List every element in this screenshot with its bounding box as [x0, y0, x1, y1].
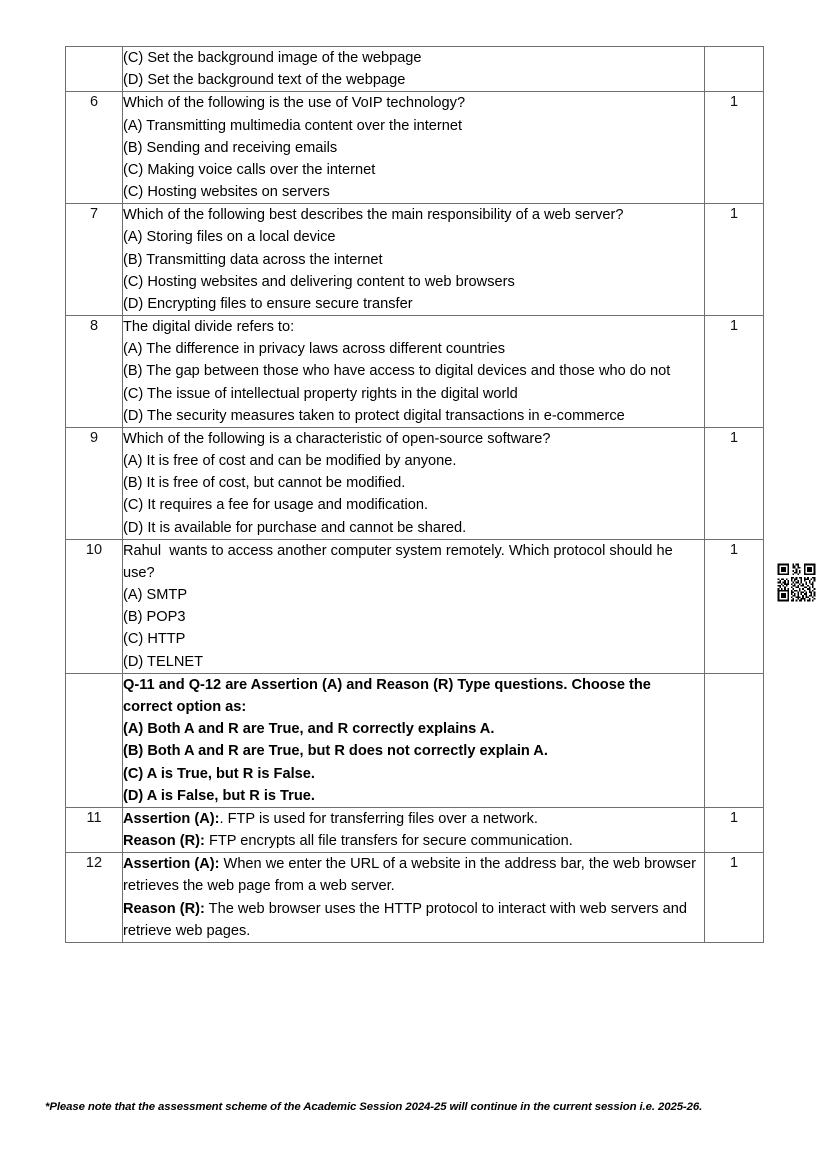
option-item: (C) A is True, but R is False. [123, 765, 315, 782]
questions-table-body [66, 47, 764, 943]
question-number: 7 [66, 204, 123, 316]
question-body [123, 427, 705, 539]
option-item: (C) HTTP [123, 631, 186, 648]
option-item: (A) Transmitting multimedia content over the internet [123, 117, 463, 134]
table-row [66, 92, 764, 204]
assessment-scheme-footnote: *Please note that the assessment scheme of the Academic Session 2024-25 will continue in the current session i.e. 2025-26. [45, 1101, 703, 1113]
question-marks: 1 [705, 316, 764, 428]
option-item: (C) It requires a fee for usage and modification. [123, 497, 429, 514]
question-stem: The digital divide refers to: [123, 319, 295, 336]
reason-label: Reason (R): [123, 833, 205, 850]
question-number: 11 [66, 807, 123, 852]
question-marks: 1 [705, 539, 764, 673]
assertion-label: Assertion (A): [123, 856, 220, 873]
question-marks [705, 673, 764, 807]
option-item: (D) Set the background text of the webpage [123, 72, 406, 89]
question-marks: 1 [705, 427, 764, 539]
questions-table [65, 46, 764, 943]
option-item: (A) The difference in privacy laws across different countries [123, 341, 506, 358]
option-item: (A) Both A and R are True, and R correctly explains A. [123, 721, 495, 738]
qr-code [776, 562, 817, 603]
option-item: (D) TELNET [123, 653, 204, 670]
question-marks: 1 [705, 807, 764, 852]
option-item: (D) A is False, but R is True. [123, 787, 315, 804]
reason-line [123, 830, 704, 852]
option-item: (A) Storing files on a local device [123, 229, 336, 246]
option-list [123, 584, 704, 673]
option-item: (B) POP3 [123, 609, 186, 626]
option-item: (C) Set the background image of the webpage [123, 50, 422, 66]
question-body [123, 47, 705, 92]
option-list [123, 115, 704, 204]
question-number: 10 [66, 539, 123, 673]
reason-text: The web browser uses the HTTP protocol to interact with web servers and retrieve web pages. [123, 900, 692, 939]
question-number [66, 47, 123, 92]
instruction-block [123, 673, 705, 807]
question-body [123, 92, 705, 204]
table-row [66, 427, 764, 539]
assertion-text: . FTP is used for transferring files over a network. [219, 810, 538, 827]
table-row [66, 673, 764, 807]
option-list [123, 47, 704, 91]
option-item: (C) Hosting websites on servers [123, 184, 330, 201]
option-item: (B) Both A and R are True, but R does not correctly explain A. [123, 743, 548, 760]
reason-text: FTP encrypts all file transfers for secure communication. [204, 833, 573, 850]
option-item: (C) Making voice calls over the internet [123, 161, 376, 178]
question-stem: Which of the following best describes the main responsibility of a web server? [123, 207, 624, 224]
question-number: 12 [66, 853, 123, 943]
table-row [66, 539, 764, 673]
option-list [123, 338, 704, 427]
question-body [123, 204, 705, 316]
option-item: (B) It is free of cost, but cannot be modified. [123, 475, 406, 492]
option-item: (A) It is free of cost and can be modified by anyone. [123, 453, 457, 470]
option-item: (A) SMTP [123, 587, 188, 604]
option-list [123, 718, 704, 807]
question-marks: 1 [705, 204, 764, 316]
option-list [123, 226, 704, 315]
qr-code-image [776, 562, 817, 603]
table-row [66, 47, 764, 92]
reason-line [123, 898, 704, 942]
question-stem: Rahul wants to access another computer system remotely. Which protocol should he use? [123, 542, 677, 581]
question-number [66, 673, 123, 807]
table-row [66, 807, 764, 852]
assertion-line [123, 853, 704, 897]
question-number: 9 [66, 427, 123, 539]
question-number: 6 [66, 92, 123, 204]
option-item: (C) The issue of intellectual property rights in the digital world [123, 385, 518, 402]
assertion-text: When we enter the URL of a website in the address bar, the web browser retrieves the web page from a web server. [123, 856, 700, 895]
option-item: (B) Transmitting data across the internet [123, 251, 383, 268]
table-row [66, 316, 764, 428]
reason-label: Reason (R): [123, 900, 205, 917]
question-number: 8 [66, 316, 123, 428]
question-body [123, 539, 705, 673]
question-marks: 1 [705, 853, 764, 943]
question-stem: Which of the following is the use of VoIP technology? [123, 95, 466, 112]
question-stem: Q-11 and Q-12 are Assertion (A) and Reason (R) Type questions. Choose the correct option as: [123, 676, 655, 715]
table-row [66, 853, 764, 943]
option-list [123, 450, 704, 539]
question-marks: 1 [705, 92, 764, 204]
option-item: (C) Hosting websites and delivering content to web browsers [123, 273, 515, 290]
option-item: (B) Sending and receiving emails [123, 139, 338, 156]
table-row [66, 204, 764, 316]
question-body [123, 807, 705, 852]
question-marks [705, 47, 764, 92]
question-stem: Which of the following is a characteristic of open-source software? [123, 430, 551, 447]
assertion-label: Assertion (A): [123, 810, 220, 827]
option-item: (D) The security measures taken to protect digital transactions in e-commerce [123, 407, 625, 424]
question-body [123, 316, 705, 428]
option-item: (B) The gap between those who have access to digital devices and those who do not [123, 363, 671, 380]
option-item: (D) Encrypting files to ensure secure transfer [123, 295, 413, 312]
question-body [123, 853, 705, 943]
option-item: (D) It is available for purchase and cannot be shared. [123, 519, 467, 536]
assertion-line [123, 808, 704, 830]
